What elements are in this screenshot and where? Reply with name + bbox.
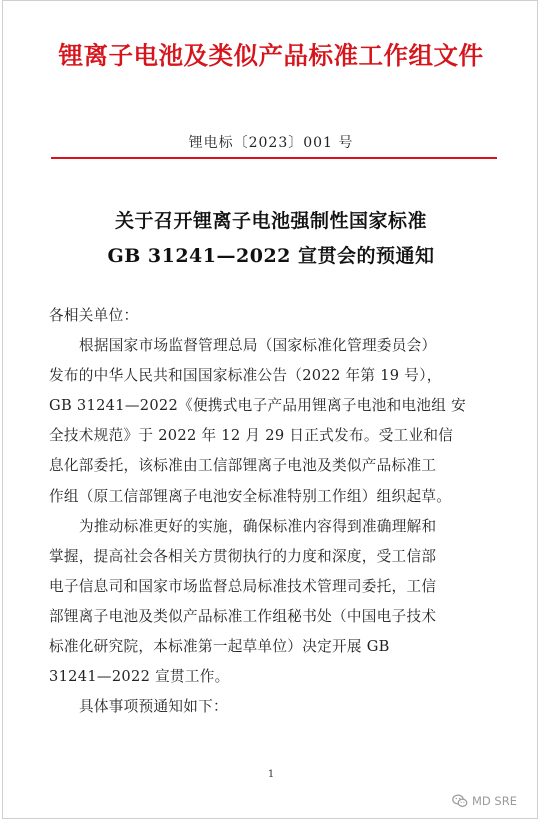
paragraph-line: 部锂离子电池及类似产品标准工作组秘书处（中国电子技术 — [49, 607, 437, 625]
paragraph-line: 电子信息司和国家市场监督总局标准技术管理司委托，工信 — [49, 577, 437, 595]
paragraph-line: 根据国家市场监督管理总局（国家标准化管理委员会） — [79, 337, 437, 355]
notice-title-line-1: 关于召开锂离子电池强制性国家标准 — [114, 210, 427, 232]
closing-line: 具体事项预通知如下： — [79, 698, 228, 716]
document-number: 锂电标〔2023〕001 号 — [188, 135, 354, 151]
paragraph-line: 作组（原工信部锂离子电池安全标准特别工作组）组织起草。 — [49, 487, 452, 505]
paragraph-line: 为推动标准更好的实施，确保标准内容得到准确理解和 — [79, 517, 437, 535]
notice-title — [3, 204, 539, 274]
paragraph-line: 31241—2022 宣贯工作。 — [49, 668, 230, 686]
paragraph-2 — [49, 512, 507, 693]
salutation: 各相关单位： — [49, 307, 139, 324]
page-number: 1 — [267, 769, 275, 780]
paragraph-line: 全技术规范》于 2022 年 12 月 29 日正式发布。受工业和信 — [49, 427, 454, 445]
header-title: 锂离子电池及类似产品标准工作组文件 — [58, 41, 484, 70]
notice-body — [49, 301, 507, 722]
wechat-icon — [452, 794, 468, 808]
notice-title-line-2: GB 31241—2022 宣贯会的预通知 — [107, 245, 435, 267]
watermark — [452, 792, 517, 810]
paragraph-line: 发布的中华人民共和国国家标准公告（2022 年第 19 号）， — [49, 367, 442, 385]
watermark-text: MD SRE — [472, 794, 517, 808]
paragraph-line: 息化部委托，该标准由工信部锂离子电池及类似产品标准工 — [49, 457, 437, 475]
red-divider-line — [51, 157, 497, 159]
paragraph-line: 掌握，提高社会各相关方贯彻执行的力度和深度，受工信部 — [49, 547, 437, 565]
document-page — [2, 0, 538, 819]
paragraph-line: GB 31241—2022《便携式电子产品用锂离子电池和电池组 安 — [49, 397, 467, 415]
paragraph-line: 标准化研究院，本标准第一起草单位）决定开展 GB — [49, 638, 390, 656]
paragraph-1 — [49, 331, 507, 512]
